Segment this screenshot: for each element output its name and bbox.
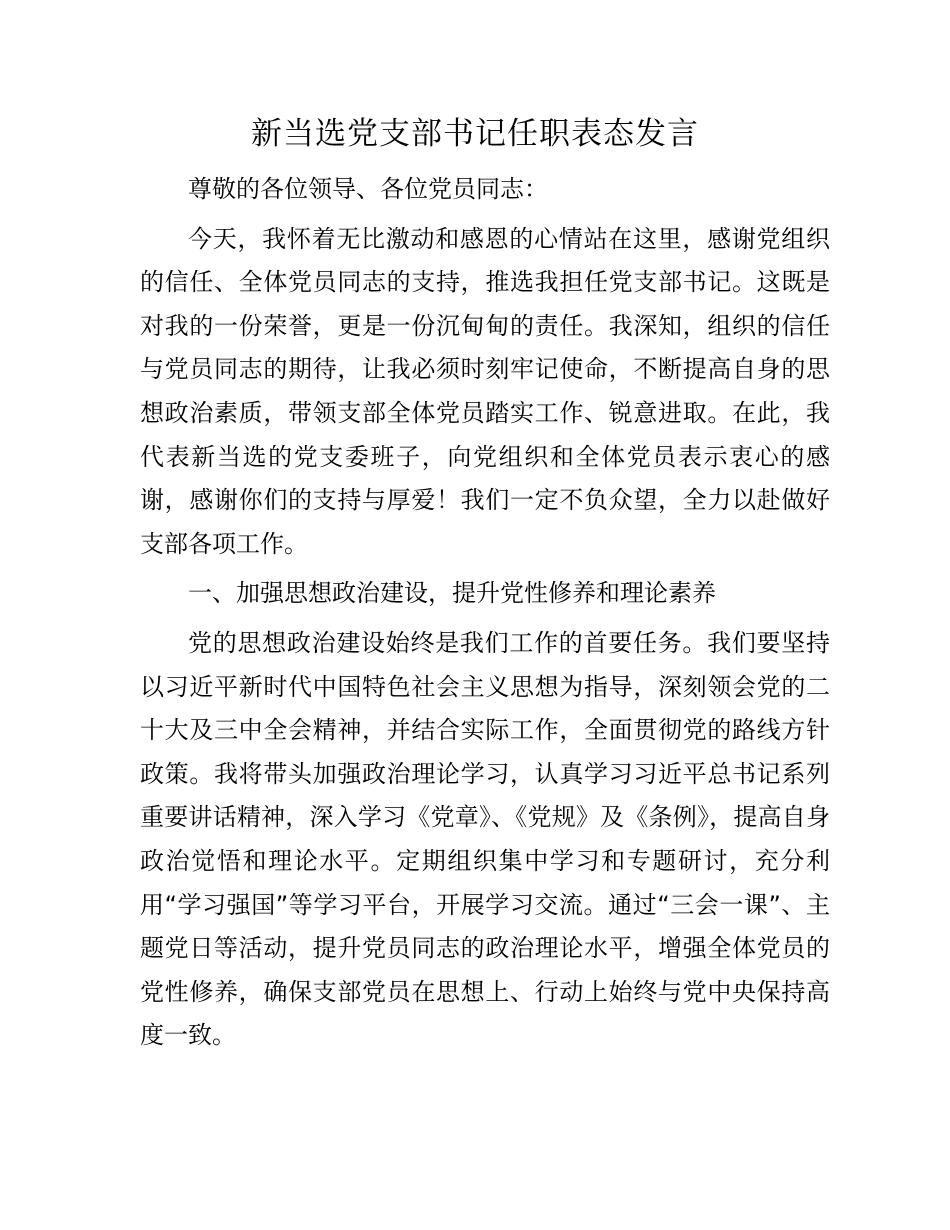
salutation: 尊敬的各位领导、各位党员同志： bbox=[188, 175, 548, 203]
paragraph-section-1: 党的思想政治建设始终是我们工作的首要任务。我们要坚持以习近平新时代中国特色社会主义思想为指导，深刻领会党的二十大及三中全会精神，并结合实际工作，全面贯彻党的路线方针政策。我将带头加强政治理论学习，认真学习习近平总书记系列重要讲话精神，深入学习《党章》、《党规》及《条例》，提高自身政治觉悟和理论水平。定期组织集中学习和专题研讨，充分利用“学习强国”等学习平台，开展学习交流。通过“三会一课”、主题党日等活动，提升党员同志的政治理论水平，增强全体党员的党性修养，确保支部党员在思想上、行动上始终与党中央保持高度一致。 bbox=[140, 628, 830, 1050]
paragraph-intro: 今天，我怀着无比激动和感恩的心情站在这里，感谢党组织的信任、全体党员同志的支持，推选我担任党支部书记。这既是对我的一份荣誉，更是一份沉甸甸的责任。我深知，组织的信任与党员同志的期待，让我必须时刻牢记使命，不断提高自身的思想政治素质，带领支部全体党员踏实工作、锐意进取。在此，我代表新当选的党支委班子，向党组织和全体党员表示衷心的感谢，感谢你们的支持与厚爱！我们一定不负众望，全力以赴做好支部各项工作。 bbox=[140, 224, 830, 558]
section-heading-1: 一、加强思想政治建设，提升党性修养和理论素养 bbox=[188, 579, 716, 608]
page-title: 新当选党支部书记任职表态发言 bbox=[251, 116, 699, 152]
document-body bbox=[140, 168, 830, 1058]
